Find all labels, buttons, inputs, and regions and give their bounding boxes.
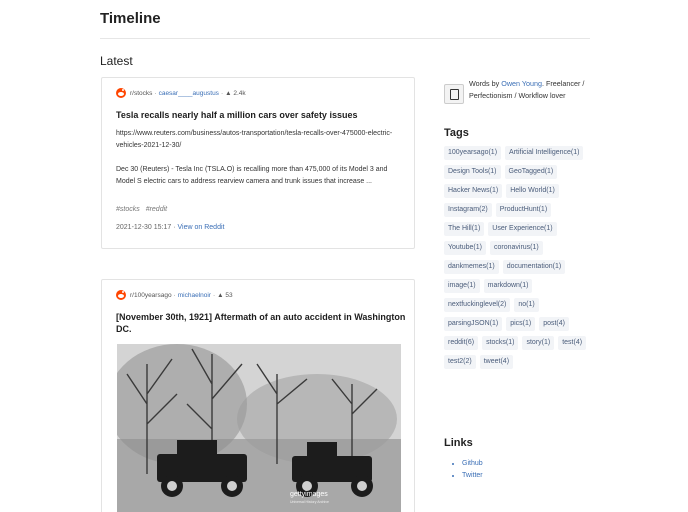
tag-chip[interactable]: parsingJSON(1)	[444, 317, 502, 331]
tags-heading: Tags	[444, 127, 469, 139]
bio-suffix: . Freelancer / Perfectionism / Workflow lover	[469, 79, 585, 100]
post-body-url: https://www.reuters.com/business/autos-transportation/tesla-recalls-over-475000-electric-vehicles-2021-12-30/	[116, 130, 393, 149]
links-heading: Links	[444, 437, 473, 449]
avatar	[444, 84, 464, 104]
tag-chip[interactable]: The Hill(1)	[444, 222, 484, 236]
reddit-icon	[116, 290, 126, 300]
reddit-icon	[116, 88, 126, 98]
tag-chip[interactable]: pics(1)	[506, 317, 535, 331]
tag-chip[interactable]: Hacker News(1)	[444, 184, 502, 198]
tag-cloud	[444, 146, 594, 374]
tag-chip[interactable]: nextfuckinglevel(2)	[444, 298, 510, 312]
post-tag[interactable]: #stocks	[116, 206, 140, 213]
post-meta	[116, 290, 233, 300]
title-divider	[100, 38, 590, 39]
score-badge: ▲ 53	[217, 291, 233, 299]
post-timestamp: 2021-12-30 15:17	[116, 224, 172, 231]
post-body	[116, 128, 406, 188]
tag-chip[interactable]: stocks(1)	[482, 336, 518, 350]
section-heading-latest: Latest	[100, 54, 133, 68]
tag-chip[interactable]: 100yearsago(1)	[444, 146, 501, 160]
post-card	[101, 279, 415, 512]
bio-prefix: Words by	[469, 79, 502, 88]
meta-separator: ·	[154, 89, 157, 97]
link-github[interactable]: • Github	[462, 458, 483, 470]
author-bio	[444, 77, 594, 117]
links-list	[454, 458, 483, 481]
link-twitter[interactable]: • Twitter	[462, 470, 483, 482]
post-body-excerpt: Dec 30 (Reuters) - Tesla Inc (TSLA.O) is recalling more than 475,000 of its Model 3 and Model S electric cars to address rearview camera and trunk issues that increase ...	[116, 166, 388, 185]
tag-chip[interactable]: documentation(1)	[503, 260, 565, 274]
tag-chip[interactable]: test(4)	[558, 336, 586, 350]
meta-separator: ·	[212, 291, 216, 299]
post-title[interactable]: Tesla recalls nearly half a million cars over safety issues	[116, 110, 358, 120]
subreddit-link[interactable]: r/stocks	[130, 89, 153, 97]
subreddit-link[interactable]: r/100yearsago	[130, 291, 172, 299]
tag-chip[interactable]: tweet(4)	[480, 355, 513, 369]
post-meta	[116, 88, 246, 98]
tag-chip[interactable]: test2(2)	[444, 355, 476, 369]
tag-chip[interactable]: story(1)	[522, 336, 554, 350]
meta-separator: ·	[220, 89, 224, 97]
tag-chip[interactable]: reddit(6)	[444, 336, 478, 350]
image-caption: Universal History Archive	[290, 500, 329, 504]
image-watermark: gettyimages	[290, 491, 328, 498]
post-image[interactable]	[117, 344, 401, 512]
tag-chip[interactable]: Hello World(1)	[506, 184, 559, 198]
post-tags	[116, 206, 171, 213]
score-badge: ▲ 2.4k	[225, 89, 246, 97]
tag-chip[interactable]: Artificial Intelligence(1)	[505, 146, 583, 160]
view-on-reddit-link[interactable]: View on Reddit	[177, 224, 225, 231]
tag-chip[interactable]: Instagram(2)	[444, 203, 492, 217]
tag-chip[interactable]: markdown(1)	[484, 279, 533, 293]
tag-chip[interactable]: post(4)	[539, 317, 569, 331]
post-image-illustration	[117, 344, 401, 512]
author-link[interactable]: caesar____augustus	[158, 89, 219, 97]
page-title: Timeline	[100, 10, 161, 27]
bio-text	[469, 78, 594, 102]
owner-link[interactable]: Owen Young	[501, 79, 542, 88]
post-card	[101, 77, 415, 249]
footer-separator: ·	[173, 224, 178, 231]
tag-chip[interactable]: User Experience(1)	[488, 222, 556, 236]
author-link[interactable]: michaelnoir	[177, 291, 211, 299]
post-tag[interactable]: #reddit	[145, 206, 168, 213]
tag-chip[interactable]: GeoTagged(1)	[505, 165, 558, 179]
tag-chip[interactable]: dankmemes(1)	[444, 260, 499, 274]
tag-chip[interactable]: ProductHunt(1)	[496, 203, 551, 217]
meta-separator: ·	[173, 291, 176, 299]
post-title[interactable]: [November 30th, 1921] Aftermath of an auto accident in Washington DC.	[116, 312, 406, 334]
post-footer	[116, 224, 224, 231]
tag-chip[interactable]: coronavirus(1)	[490, 241, 543, 255]
tag-chip[interactable]: no(1)	[514, 298, 538, 312]
tag-chip[interactable]: Youtube(1)	[444, 241, 486, 255]
tag-chip[interactable]: image(1)	[444, 279, 480, 293]
tag-chip[interactable]: Design Tools(1)	[444, 165, 501, 179]
sidebar	[444, 77, 594, 117]
